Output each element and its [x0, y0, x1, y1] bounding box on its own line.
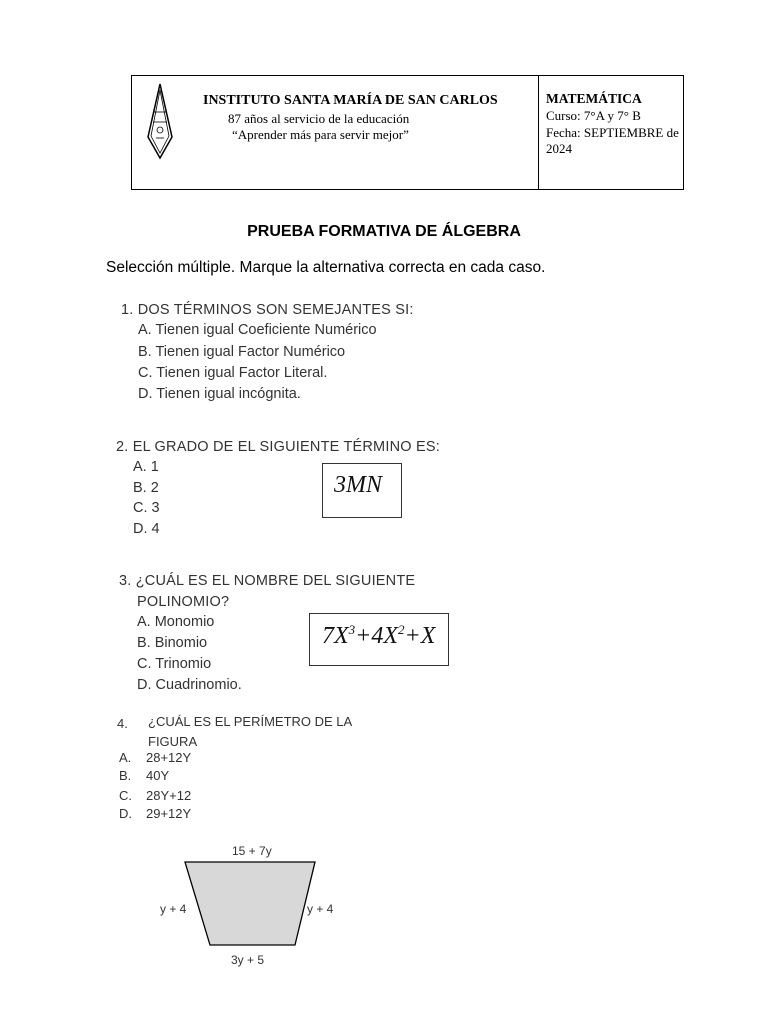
trapezoid-bottom-label: 3y + 5: [231, 953, 265, 967]
trapezoid-top-label: 15 + 7y: [232, 844, 272, 858]
question-4-option-a: 28+12Y: [146, 750, 192, 765]
question-3-option-a: A. Monomio: [137, 614, 215, 630]
header-divider: [538, 75, 539, 190]
question-1: 1. DOS TÉRMINOS SON SEMEJANTES SI:: [121, 302, 414, 318]
question-1-option-b: B. Tienen igual Factor Numérico: [138, 344, 346, 360]
trapezoid-left-label: y + 4: [160, 902, 187, 916]
question-4-option-c-letter: C.: [119, 788, 132, 803]
question-4-line-1: ¿CUÁL ES EL PERÍMETRO DE LA: [148, 714, 353, 729]
question-4-option-c: 28Y+12: [146, 788, 192, 803]
instructions: Selección múltiple. Marque la alternativa correcta en cada caso.: [106, 259, 546, 276]
question-2: 2. EL GRADO DE EL SIGUIENTE TÉRMINO ES:: [116, 439, 440, 455]
school-logo-icon: [145, 82, 175, 162]
question-4-option-d-letter: D.: [119, 806, 132, 821]
question-3-option-d: D. Cuadrinomio.: [137, 677, 242, 693]
question-1-option-c: C. Tienen igual Factor Literal.: [138, 365, 328, 381]
question-1-option-d: D. Tienen igual incógnita.: [138, 386, 301, 402]
school-motto-line-2: “Aprender más para servir mejor”: [232, 127, 409, 142]
question-4-option-a-letter: A.: [119, 750, 132, 765]
question-1-option-a: A. Tienen igual Coeficiente Numérico: [138, 322, 377, 338]
term-box: [322, 463, 402, 518]
question-3-line-1: 3. ¿CUÁL ES EL NOMBRE DEL SIGUIENTE: [119, 573, 416, 589]
question-3-option-b: B. Binomio: [137, 635, 208, 651]
polynomial-text: $7X^3+4X^2+X$: [322, 622, 436, 649]
school-name: INSTITUTO SANTA MARÍA DE SAN CARLOS: [203, 93, 498, 108]
question-4-option-d: 29+12Y: [146, 806, 192, 821]
question-3-line-2: POLINOMIO?: [137, 594, 230, 610]
question-4-option-b-letter: B.: [119, 768, 132, 783]
question-4-line-2: FIGURA: [148, 734, 198, 749]
question-2-option-b: B. 2: [133, 480, 159, 496]
question-2-option-a: A. 1: [133, 459, 159, 475]
question-4-option-b: 40Y: [146, 768, 170, 783]
course-label: Curso: 7°A y 7° B: [546, 108, 641, 123]
question-2-option-d: D. 4: [133, 521, 160, 537]
question-3-option-c: C. Trinomio: [137, 656, 212, 672]
subject-label: MATEMÁTICA: [546, 91, 642, 106]
term-text: 3MN: [334, 472, 382, 498]
school-motto-line-1: 87 años al servicio de la educación: [228, 111, 410, 126]
polynomial-box: [309, 613, 449, 666]
trapezoid-shape: [185, 862, 315, 945]
question-2-option-c: C. 3: [133, 500, 160, 516]
trapezoid-figure: [180, 855, 320, 950]
trapezoid-right-label: y + 4: [307, 902, 334, 916]
question-4-number: 4.: [117, 716, 128, 731]
date-label: Fecha: SEPTIEMBRE de 2024: [546, 125, 679, 156]
page-title: PRUEBA FORMATIVA DE ÁLGEBRA: [247, 223, 521, 240]
